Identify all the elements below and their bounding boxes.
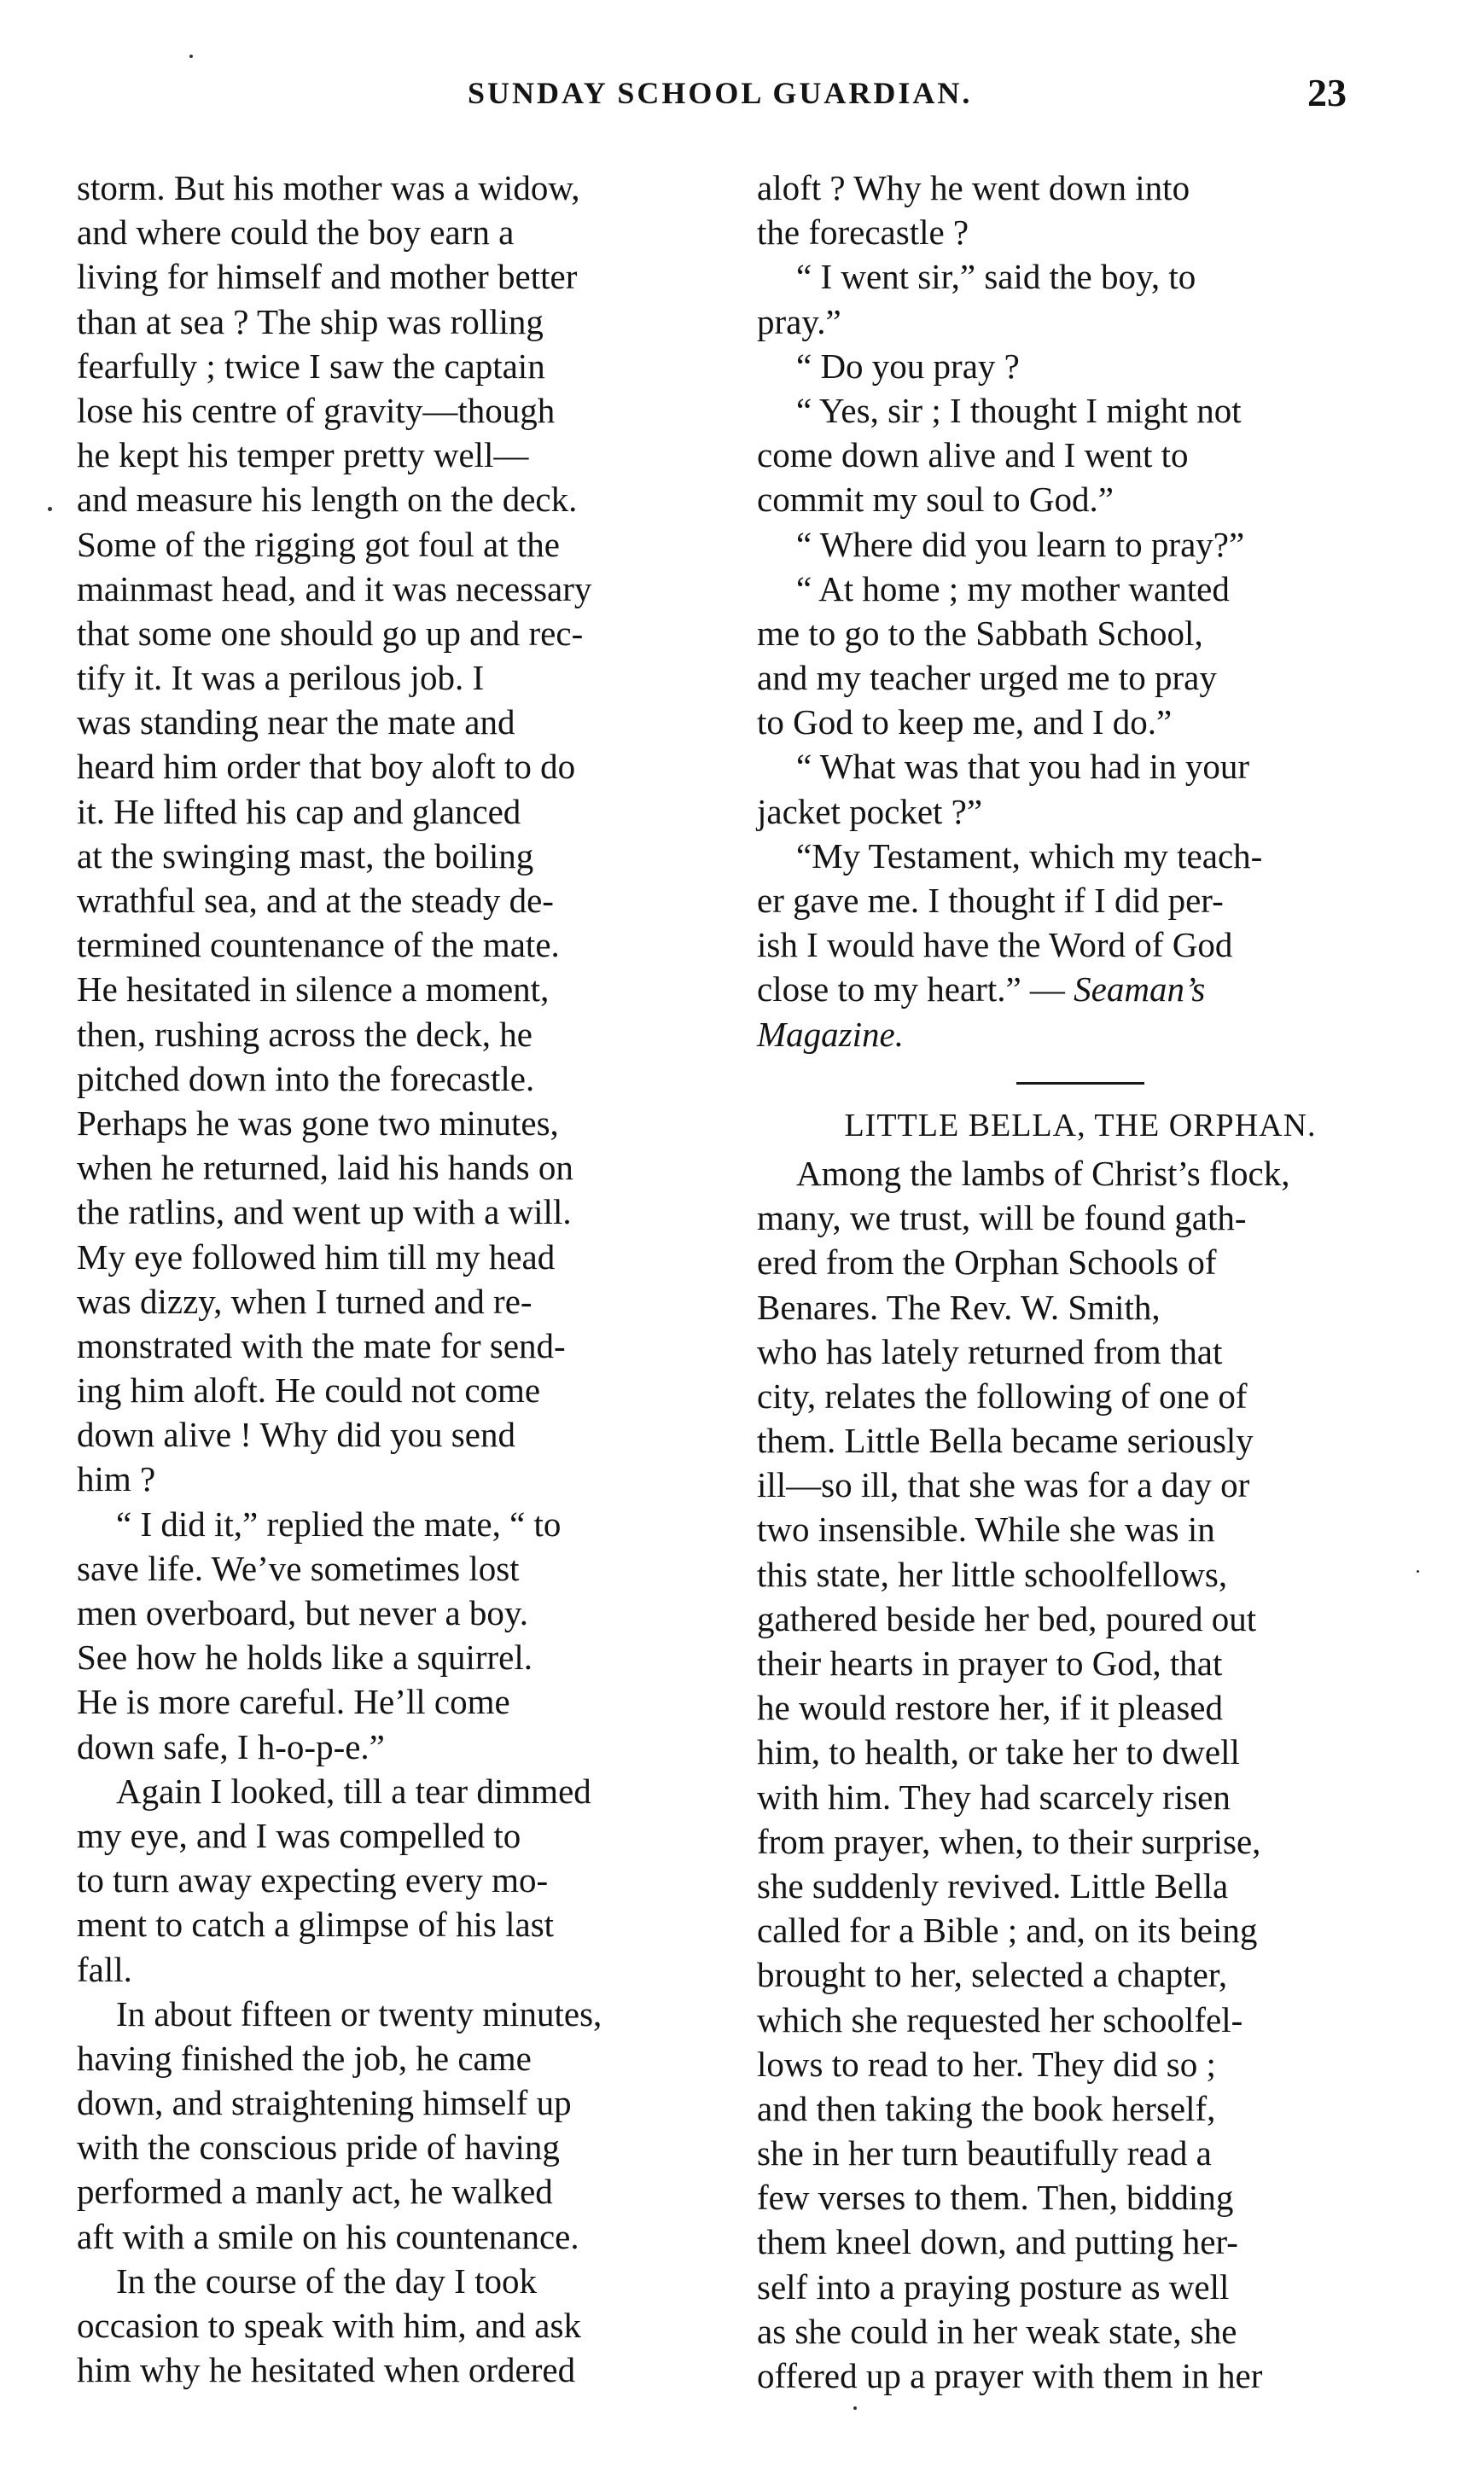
text-line: having finished the job, he came bbox=[77, 2038, 532, 2078]
text-line: Among the lambs of Christ’s flock, bbox=[796, 1153, 1290, 1193]
text-line: two insensible. While she was in bbox=[757, 1510, 1215, 1550]
text-line: He is more careful. He’ll come bbox=[77, 1682, 510, 1722]
text-line: them kneel down, and putting her- bbox=[757, 2222, 1238, 2262]
text-line: performed a manly act, he walked bbox=[77, 2172, 553, 2212]
print-speck bbox=[853, 2406, 857, 2410]
text-line: at the swinging mast, the boiling bbox=[77, 835, 534, 876]
text-line: and then taking the book herself, bbox=[757, 2088, 1216, 2128]
text-line: she suddenly revived. Little Bella bbox=[757, 1865, 1229, 1906]
text-line: fall. bbox=[77, 1949, 132, 1989]
text-line: it. He lifted his cap and glanced bbox=[77, 791, 521, 831]
text-line: then, rushing across the deck, he bbox=[77, 1014, 532, 1054]
text-line: with him. They had scarcely risen bbox=[757, 1777, 1231, 1817]
text-line: self into a praying posture as well bbox=[757, 2266, 1230, 2307]
text-line: and my teacher urged me to pray bbox=[757, 658, 1217, 698]
page-header bbox=[0, 71, 1484, 126]
text-line: he kept his temper pretty well— bbox=[77, 435, 529, 475]
dialogue-paragraph bbox=[757, 344, 1404, 388]
text-line: the ratlins, and went up with a will. bbox=[77, 1192, 572, 1232]
text-line: him ? bbox=[77, 1459, 156, 1499]
text-line: ered from the Orphan Schools of bbox=[757, 1242, 1217, 1283]
text-line: him why he hesitated when ordered bbox=[77, 2350, 576, 2390]
text-line: was dizzy, when I turned and re- bbox=[77, 1281, 532, 1321]
text-line: mainmast head, and it was necessary bbox=[77, 568, 592, 608]
text-line: called for a Bible ; and, on its being bbox=[757, 1911, 1258, 1951]
print-speck bbox=[48, 507, 52, 511]
text-line: come down alive and I went to bbox=[757, 435, 1189, 475]
text-line: which she requested her schoolfel- bbox=[757, 1999, 1243, 2039]
text-line: He hesitated in silence a moment, bbox=[77, 969, 550, 1009]
text-line: offered up a prayer with them in her bbox=[757, 2356, 1263, 2396]
text-line: jacket pocket ?” bbox=[757, 791, 983, 831]
text-line: Again I looked, till a tear dimmed bbox=[116, 1771, 591, 1811]
left-column bbox=[77, 166, 724, 2392]
text-line: monstrated with the mate for send- bbox=[77, 1325, 566, 1365]
dialogue-paragraph bbox=[757, 166, 1404, 254]
text-line: In the course of the day I took bbox=[116, 2260, 537, 2301]
story-paragraph bbox=[77, 1992, 724, 2259]
text-line: lows to read to her. They did so ; bbox=[757, 2044, 1216, 2084]
text-line: few verses to them. Then, bidding bbox=[757, 2178, 1234, 2218]
text-line: pitched down into the forecastle. bbox=[77, 1058, 535, 1098]
text-line: occasion to speak with him, and ask bbox=[77, 2306, 581, 2345]
text-line: ment to catch a glimpse of his last bbox=[77, 1905, 555, 1945]
story-paragraph bbox=[757, 1151, 1404, 2398]
text-line: me to go to the Sabbath School, bbox=[757, 613, 1203, 653]
dialogue-paragraph bbox=[757, 744, 1404, 833]
text-line: the forecastle ? bbox=[757, 212, 969, 253]
text-line: to God to keep me, and I do.” bbox=[757, 702, 1173, 742]
text-line: living for himself and mother better bbox=[77, 257, 578, 297]
text-line: down, and straightening himself up bbox=[77, 2083, 572, 2123]
text-line: aloft ? Why he went down into bbox=[757, 168, 1190, 207]
dialogue-paragraph bbox=[757, 254, 1404, 343]
text-line: wrathful sea, and at the steady de- bbox=[77, 881, 554, 920]
story-paragraph bbox=[77, 1769, 724, 1992]
text-line: their hearts in prayer to God, that bbox=[757, 1644, 1223, 1684]
text-line: storm. But his mother was a widow, bbox=[77, 168, 580, 207]
story-paragraph bbox=[77, 166, 724, 1502]
text-line: termined countenance of the mate. bbox=[77, 925, 560, 965]
running-title: SUNDAY SCHOOL GUARDIAN. bbox=[468, 76, 973, 110]
text-line: and measure his length on the deck. bbox=[77, 480, 578, 520]
section-divider bbox=[1016, 1082, 1144, 1085]
text-line: tify it. It was a perilous job. I bbox=[77, 658, 485, 698]
text-line: down safe, I h-o-p-e.” bbox=[77, 1726, 385, 1766]
text-line: and where could the boy earn a bbox=[77, 212, 515, 253]
text-line: was standing near the mate and bbox=[77, 702, 515, 742]
text-line: than at sea ? The ship was rolling bbox=[77, 301, 544, 341]
dialogue-paragraph bbox=[757, 567, 1404, 745]
text-line: “My Testament, which my teach- bbox=[796, 835, 1263, 876]
text-line: er gave me. I thought if I did per- bbox=[757, 881, 1224, 920]
text-line: “ I went sir,” said the boy, to bbox=[796, 257, 1196, 297]
page-number: 23 bbox=[1307, 71, 1347, 114]
print-speck bbox=[1417, 1570, 1419, 1573]
text-line: “ Yes, sir ; I thought I might not bbox=[796, 390, 1242, 430]
text-line: city, relates the following of one of bbox=[757, 1376, 1248, 1416]
text-line: he would restore her, if it pleased bbox=[757, 1688, 1223, 1728]
text-fragment: close to my heart.” — bbox=[757, 969, 1074, 1009]
text-line: brought to her, selected a chapter, bbox=[757, 1955, 1228, 1995]
text-line: my eye, and I was compelled to bbox=[77, 1815, 521, 1855]
text-line: aft with a smile on his countenance. bbox=[77, 2216, 579, 2256]
text-line: In about fifteen or twenty minutes, bbox=[116, 1993, 602, 2034]
text-line: fearfully ; twice I saw the captain bbox=[77, 346, 545, 386]
text-line: pray.” bbox=[757, 301, 841, 341]
text-line: My eye followed him till my head bbox=[77, 1236, 556, 1277]
text-line: him, to health, or take her to dwell bbox=[757, 1732, 1240, 1772]
dialogue-paragraph bbox=[757, 388, 1404, 522]
text-line: that some one should go up and rec- bbox=[77, 613, 584, 653]
text-line: See how he holds like a squirrel. bbox=[77, 1638, 533, 1678]
text-line: “ At home ; my mother wanted bbox=[796, 568, 1230, 608]
text-line: “ Do you pray ? bbox=[796, 346, 1020, 386]
source-credit: Magazine. bbox=[757, 1014, 904, 1054]
text-line: commit my soul to God.” bbox=[757, 480, 1114, 520]
text-line: them. Little Bella became seriously bbox=[757, 1421, 1254, 1461]
text-line: “ I did it,” replied the mate, “ to bbox=[116, 1504, 562, 1544]
text-line: “ What was that you had in your bbox=[796, 747, 1249, 787]
text-line: gathered beside her bed, poured out bbox=[757, 1598, 1257, 1638]
text-line: who has lately returned from that bbox=[757, 1331, 1223, 1371]
text-line: ish I would have the Word of God bbox=[757, 925, 1233, 965]
text-line: save life. We’ve sometimes lost bbox=[77, 1548, 520, 1588]
article-heading: LITTLE BELLA, THE ORPHAN. bbox=[844, 1107, 1317, 1143]
text-line: heard him order that boy aloft to do bbox=[77, 747, 576, 787]
text-line: she in her turn beautifully read a bbox=[757, 2133, 1212, 2173]
text-line: when he returned, laid his hands on bbox=[77, 1148, 573, 1188]
text-line: to turn away expecting every mo- bbox=[77, 1860, 549, 1900]
text-line: this state, her little schoolfellows, bbox=[757, 1554, 1228, 1594]
print-speck bbox=[189, 55, 193, 58]
text-line: “ Where did you learn to pray?” bbox=[796, 524, 1245, 564]
text-line: with the conscious pride of having bbox=[77, 2127, 560, 2167]
text-line: men overboard, but never a boy. bbox=[77, 1593, 529, 1632]
text-line: lose his centre of gravity—though bbox=[77, 390, 556, 430]
text-line: many, we trust, will be found gath- bbox=[757, 1198, 1247, 1238]
text-line: ill—so ill, that she was for a day or bbox=[757, 1465, 1250, 1505]
text-line: from prayer, when, to their surprise, bbox=[757, 1821, 1261, 1861]
dialogue-paragraph bbox=[757, 834, 1404, 1056]
text-line: down alive ! Why did you send bbox=[77, 1415, 515, 1455]
dialogue-paragraph bbox=[757, 522, 1404, 567]
right-column bbox=[757, 166, 1404, 2398]
text-line bbox=[757, 967, 1404, 1011]
text-line: Some of the rigging got foul at the bbox=[77, 524, 560, 564]
text-line: as she could in her weak state, she bbox=[757, 2311, 1237, 2351]
story-paragraph bbox=[77, 1502, 724, 1769]
text-line: Benares. The Rev. W. Smith, bbox=[757, 1287, 1161, 1327]
text-line: ing him aloft. He could not come bbox=[77, 1370, 541, 1411]
story-paragraph bbox=[77, 2259, 724, 2393]
text-line: Perhaps he was gone two minutes, bbox=[77, 1103, 559, 1143]
source-credit: Seaman’s bbox=[1074, 969, 1206, 1009]
